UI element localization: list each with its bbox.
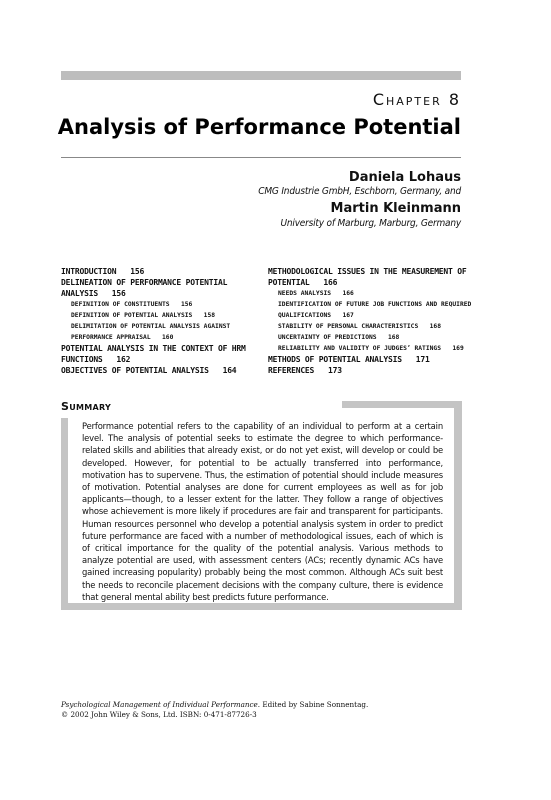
copyright-line: © 2002 John Wiley & Sons, Ltd. ISBN: 0-471-87726-3: [61, 710, 257, 719]
chapter-label: Chapter 8: [372, 90, 461, 109]
toc-entry[interactable]: POTENTIAL ANALYSIS IN THE CONTEXT OF HRM FUNCTIONS 162: [61, 344, 251, 364]
toc-subentry[interactable]: DEFINITION OF CONSTITUENTS 156: [71, 301, 193, 308]
toc-subentry[interactable]: RELIABILITY AND VALIDITY OF JUDGES’ RATINGS 169: [278, 345, 464, 352]
chapter-header-bar: [61, 71, 461, 80]
summary-frame-bottom: [61, 603, 462, 610]
footer-book-line: [61, 700, 368, 710]
toc-subentry[interactable]: DEFINITION OF POTENTIAL ANALYSIS 158: [71, 312, 216, 319]
toc-entry[interactable]: INTRODUCTION 156: [61, 267, 145, 276]
toc-subentry[interactable]: IDENTIFICATION OF FUTURE JOB FUNCTIONS AND REQUIRED QUALIFICATIONS 167: [278, 301, 476, 319]
title-divider: [61, 157, 461, 158]
summary-paragraph: Performance potential refers to the capability of an individual to perform at a certain level. The analysis of potential seeks to estimate the degree to which performance-related skills and abilities that already exist, or do not yet exist, will develop or could be developed. However, for potential to be actually transferred into performance, motivation has to supervene. Thus, the estimation of potential should include measures of motivation. Potential analyses are done for current employees as well as for job applicants—though, to a lesser extent for the latter. They follow a range of objectives whose achievement is more likely if procedures are fair and transparent for participants. Human resources personnel who develop a potential analysis system in order to predict future performance are faced with a number of methodological issues, each of which is of critical importance for the quality of the potential analysis. Various methods to analyze potential are used, with assessment centers (ACs; recently dynamic ACs have gained increasing popularity) probably being the most common. Although ACs suit best the needs to reconcile placement decisions with the company culture, there is evidence that general mental ability best predicts future performance.: [82, 421, 443, 602]
toc-subentry[interactable]: NEEDS ANALYSIS 166: [278, 290, 354, 297]
author-name: Martin Kleinmann: [330, 201, 461, 216]
author-affiliation: CMG Industrie GmbH, Eschborn, Germany, and: [258, 186, 461, 197]
summary-heading: Summary: [61, 400, 112, 413]
editor-line: Edited by Sabine Sonnentag.: [260, 700, 369, 709]
table-of-contents-right: [268, 266, 478, 376]
toc-entry[interactable]: OBJECTIVES OF POTENTIAL ANALYSIS 164: [61, 366, 237, 375]
author-name: Daniela Lohaus: [348, 170, 461, 185]
summary-frame-right: [454, 401, 462, 610]
table-of-contents-left: [61, 266, 266, 376]
copyright-footer: [61, 700, 368, 720]
summary-frame-left: [61, 418, 68, 610]
author-affiliation: University of Marburg, Marburg, Germany: [280, 218, 461, 229]
toc-entry[interactable]: DELINEATION OF PERFORMANCE POTENTIAL ANALYSIS 156: [61, 278, 232, 298]
summary-frame-top: [342, 401, 462, 408]
chapter-title: Analysis of Performance Potential: [57, 115, 461, 139]
toc-entry[interactable]: REFERENCES 173: [268, 366, 342, 375]
toc-subentry[interactable]: UNCERTAINTY OF PREDICTIONS 168: [278, 334, 400, 341]
toc-entry[interactable]: METHODS OF POTENTIAL ANALYSIS 171: [268, 355, 430, 364]
toc-entry[interactable]: METHODOLOGICAL ISSUES IN THE MEASUREMENT OF POTENTIAL 166: [268, 267, 472, 287]
book-title: Psychological Management of Individual Performance.: [61, 700, 261, 709]
toc-subentry[interactable]: STABILITY OF PERSONAL CHARACTERISTICS 168: [278, 323, 442, 330]
toc-subentry[interactable]: DELIMITATION OF POTENTIAL ANALYSIS AGAINST PERFORMANCE APPRAISAL 160: [71, 323, 235, 341]
